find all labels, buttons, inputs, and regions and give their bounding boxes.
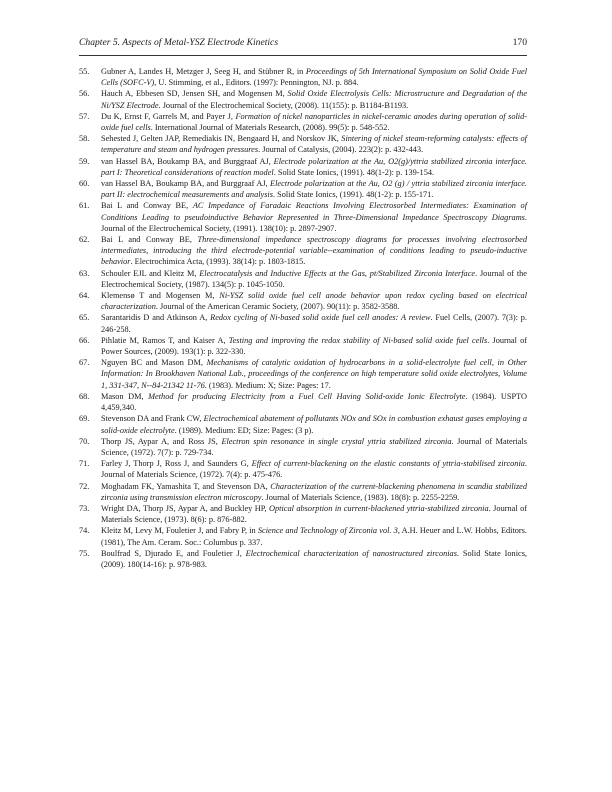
reference-number: 74. [79,526,90,536]
reference-source: , A.H. Heuer and L.W. Hobbs, Editors. (1981), The Am. Ceram. Soc.: Columbus p. 337. [101,526,527,547]
reference-number: 61. [79,201,90,211]
reference-source: . Journal of Materials Science, (1983). 18(8): p. 2255-2259. [261,492,460,502]
reference-number: 59. [79,156,90,166]
reference-title: Electrode polarization at the Au, O2(g)/yttria stabilized zirconia interface. part I: Theoretical considerations of reaction model [101,156,527,177]
header-rule [79,55,527,56]
reference-number: 72. [79,481,90,491]
reference-number: 68. [79,391,90,401]
reference-authors: Pihlatie M, Ramos T, and Kaiser A, [101,335,229,345]
reference-source: . Journal of Materials Science, (1973). 8(6): p. 876-882. [101,503,527,525]
reference-authors: Hauch A, Ebbesen SD, Jensen SH, and Mogensen M, [101,89,288,99]
reference-authors: Farley J, Thorp J, Ross J, and Saunders G, [101,459,252,469]
reference-item [79,548,527,570]
reference-item [79,88,527,110]
reference-authors: Sarantaridis D and Atkinson A, [101,313,211,323]
reference-item [79,111,527,133]
reference-source: . Journal of Materials Science, (1972). 7(7): p. 729-734. [101,436,528,457]
reference-source: . Journal of the Electrochemical Society, (2008). 11(155): p. B1184-B1193. [158,100,409,110]
reference-source: . Journal of Power Sources, (2009). 193(1): p. 322-330. [101,335,527,357]
reference-title: AC Impedance of Faradaic Reactions Involving Electrosorbed Intermediates: Examination of Conditions Leading to pseudoinductive Behavior Represented in Three-Dimensional Impedance Spectroscopy Diagrams [101,201,527,222]
reference-item [79,391,527,413]
reference-item [79,436,527,458]
reference-item [79,234,527,268]
reference-authors: Schouler EJL and Kleitz M, [101,268,200,278]
reference-title: Proceedings of 5th International Symposium on Solid Oxide Fuel Cells (SOFC-V) [101,67,527,88]
reference-source: . (1989). Medium: ED; Size: Pages: (3 p). [174,425,314,435]
reference-item [79,156,527,178]
reference-item [79,133,527,155]
reference-item [79,413,527,435]
reference-number: 60. [79,179,90,189]
reference-title: Mechanisms of catalytic oxidation of hydrocarbons in a solid-electrolyte fuel cell, in Other Information: In Brookhaven National Lab., proceedings of the conference on high temperature solid oxide electrolytes, Volume 1, 331-347, N--84-21342 11-76 [101,358,528,390]
reference-source: . Solid State Ionics, (1991). 48(1-2): p. 139-154. [273,167,435,177]
reference-source: . Electrochimica Acta, (1993). 38(14): p. 1803-1815. [130,257,306,267]
reference-number: 56. [79,89,90,99]
reference-source: . (1983). Medium: X; Size: Pages: 17. [204,380,331,390]
reference-authors: Gubner A, Landes H, Metzger J, Seeg H, and Stübner R, in [101,67,306,76]
reference-source: . Solid State Ionics, (2009). 180(14-16): p. 978-983. [101,548,527,569]
reference-title: Characterization of the current-blackening phenomena in scandia stabilized zirconia using transmission electron microscopy [101,481,528,502]
reference-title: Electrode polarization at the Au, O2 (g) / yttria stabilized zirconia interface. part II: electrochemical measurements and analysis [101,179,527,200]
reference-number: 58. [79,134,90,144]
reference-item [79,525,527,547]
reference-item [79,481,527,503]
reference-authors: Thorp JS, Aypar A, and Ross JS, [101,436,222,446]
reference-item [79,335,527,357]
reference-authors: Stevenson DA and Frank CW, [101,414,204,424]
reference-authors: Wright DA, Thorp JS, Aypar A, and Buckley HP, [101,503,270,513]
reference-number: 67. [79,358,90,368]
reference-source: . Journal of the Electrochemical Society, (1991). 138(10): p. 2897-2907. [101,212,527,233]
reference-number: 65. [79,313,90,323]
reference-source: . (1984). USPTO 4,459,340. [101,391,528,413]
reference-number: 75. [79,548,90,558]
reference-title: Formation of nickel nanoparticles in nickel-ceramic anodes during operation of solid-oxide fuel cells [101,111,528,133]
reference-item [79,357,527,391]
reference-number: 62. [79,235,90,245]
reference-authors: Klemensø T and Mogensen M, [101,291,220,301]
reference-item [79,458,527,480]
reference-title: Electron spin resonance in single crystal yttria stabilized zirconia [221,436,452,446]
reference-source: . Fuel Cells, (2007). 7(3): p. 246-258. [101,313,527,334]
reference-authors: Boulfrad S, Djurado E, and Fouletier J, [101,548,246,558]
reference-source: . International Journal of Materials Research, (2008). 99(5): p. 548-552. [150,123,390,133]
reference-title: Electrochemical abatement of pollutants NOx and SOx in combustion exhaust gases employing a solid-oxide electrolyte [101,414,527,435]
reference-item [79,312,527,334]
reference-authors: Sehested J, Gelten JAP, Remediakis IN, Bengaard H, and Norskov JK, [101,134,342,144]
reference-title: Electrocatalysis and Inductive Effects at the Gas, pt/Stabilized Zirconia Interface [199,268,476,278]
reference-number: 64. [79,291,90,301]
reference-title: Three-dimensional impedance spectroscopy diagrams for processes involving electrosorbed intermediates, introducing the third electrode-potential variable--examination of conditions leading to pseudo-inductive behavior [101,235,527,267]
reference-number: 66. [79,335,90,345]
reference-item [79,178,527,200]
reference-number: 69. [79,414,90,424]
reference-item [79,268,527,290]
reference-authors: Mason DM, [101,391,149,401]
reference-title: Ni-YSZ solid oxide fuel cell anode behavior upon redox cycling based on electrical characterization [101,291,527,312]
reference-title: Testing and improving the redox stability of Ni-based solid oxide fuel cells [228,335,488,345]
reference-authors: van Hassel BA, Boukamp BA, and Burggraaf AJ, [101,179,271,189]
reference-title: Method for producing Electricity from a Fuel Cell Having Solid-oxide Ionic Electrolyte [148,391,466,401]
reference-title: Solid Oxide Electrolysis Cells: Microstructure and Degradation of the Ni/YSZ Electrode [101,89,527,110]
reference-number: 70. [79,436,90,446]
reference-title: Optical absorption in current-blackened yttria-stabilized zirconia [269,503,489,513]
reference-authors: Du K, Ernst F, Garrels M, and Payer J, [101,111,236,121]
reference-authors: Bai L and Conway BE, [101,201,193,211]
chapter-title: Chapter 5. Aspects of Metal-YSZ Electrode Kinetics [79,37,279,48]
reference-source: . Journal of Catalysis, (2004). 223(2): p. 432-443. [258,145,424,155]
reference-authors: Nguyen BC and Mason DM, [101,358,207,368]
reference-source: . Solid State Ionics, (1991). 48(1-2): p. 155-171. [272,190,434,200]
reference-item [79,290,527,312]
reference-title: Sintering of nickel steam-reforming catalysts: effects of temperature and steam and hydrogen pressures [101,134,527,155]
reference-title: Electrochemical characterization of nanostructured zirconias [245,548,457,558]
reference-authors: Moghadam FK, Yamashita T, and Stevenson DA, [101,481,271,491]
reference-number: 71. [79,459,90,469]
reference-number: 57. [79,111,90,121]
reference-item [79,200,527,234]
reference-list [79,66,527,570]
reference-source: . Journal of Materials Science, (1972). 7(4): p. 475-476. [101,459,527,480]
reference-source: . Journal of the Electrochemical Society, (1987). 134(5): p. 1045-1050. [101,268,527,289]
running-header [79,37,527,51]
reference-source: . Journal of the American Ceramic Society, (2007). 90(11): p. 3582-3588. [155,302,400,312]
reference-source: , U. Stimming, et al., Editors. (1997): Pennington, NJ. p. 884. [154,78,359,88]
reference-number: 55. [79,67,90,76]
reference-authors: Kleitz M, Levy M, Fouletier J, and Fabry P, in [101,526,258,536]
reference-title: Effect of current-blackening on the elastic constants of yttria-stabilised zirconia [251,459,525,469]
reference-title: Science and Technology of Zirconia vol. 3 [257,526,398,536]
reference-authors: van Hassel BA, Boukamp BA, and Burggraaf AJ, [101,156,274,166]
page-number: 170 [512,37,527,48]
reference-number: 73. [79,503,90,513]
reference-title: Redox cycling of Ni-based solid oxide fuel cell anodes: A review [210,313,431,323]
reference-item [79,503,527,525]
reference-number: 63. [79,268,90,278]
reference-authors: Bai L and Conway BE, [101,235,198,245]
reference-item [79,66,527,88]
